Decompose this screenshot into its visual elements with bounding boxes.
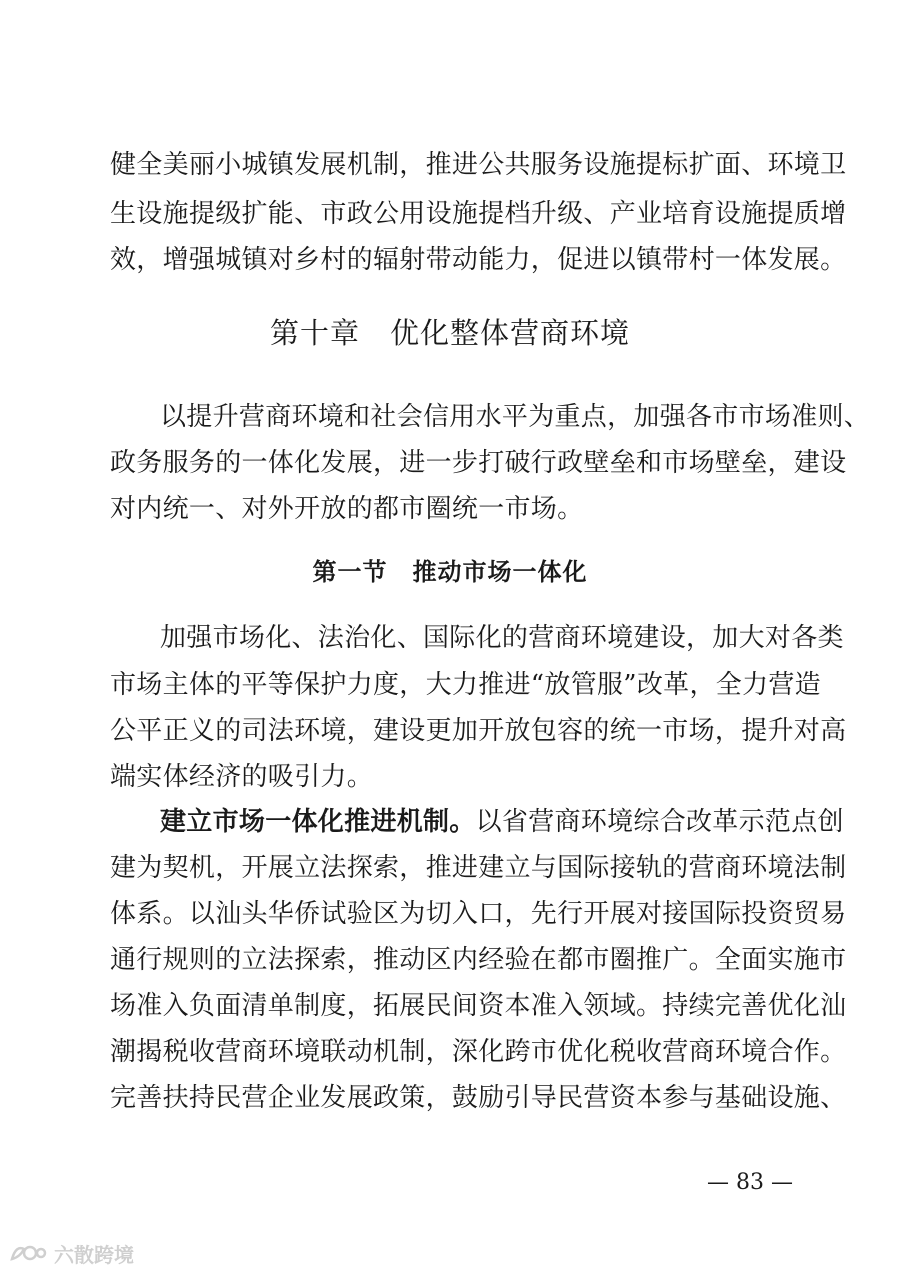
para1-line-1: 健全美丽小城镇发展机制，推进公共服务设施提标扩面、环境卫	[110, 150, 847, 180]
watermark	[8, 1238, 134, 1268]
para3-line-1: 加强市场化、法治化、国际化的营商环境建设，加大对各类	[160, 623, 844, 653]
para2-line-1: 以提升营商环境和社会信用水平为重点，加强各市市场准则、	[160, 402, 871, 432]
para3-line-4: 端实体经济的吸引力。	[110, 762, 374, 792]
para4-line-1-rest: 以省营商环境综合改革示范点创	[475, 807, 844, 837]
para4-line-5: 场准入负面清单制度，拓展民间资本准入领域。持续完善优化汕	[110, 991, 847, 1021]
para4-line-6: 潮揭税收营商环境联动机制，深化跨市优化税收营商环境合作。	[110, 1037, 847, 1067]
para4-bold-lead: 建立市场一体化推进机制。	[160, 807, 476, 837]
watermark-logo-icon	[8, 1241, 48, 1265]
chapter-title: 第十章 优化整体营商环境	[269, 316, 630, 350]
page-number: — 83 —	[707, 1170, 793, 1195]
para4-line-4: 通行规则的立法探索，推动区内经验在都市圈推广。全面实施市	[110, 945, 847, 975]
para2-line-3: 对内统一、对外开放的都市圈统一市场。	[110, 494, 584, 524]
para4-line-3: 体系。以汕头华侨试验区为切入口，先行开展对接国际投资贸易	[110, 899, 847, 929]
para1-line-2: 生设施提级扩能、市政公用设施提档升级、产业培育设施提质增	[110, 199, 847, 229]
para2-line-2: 政务服务的一体化发展，进一步打破行政壁垒和市场壁垒，建设	[110, 448, 847, 478]
watermark-text: 六散跨境	[54, 1242, 134, 1267]
para4-line-2: 建为契机，开展立法探索，推进建立与国际接轨的营商环境法制	[110, 853, 847, 883]
para4-line-1	[160, 807, 844, 837]
para1-line-3: 效，增强城镇对乡村的辐射带动能力，促进以镇带村一体发展。	[110, 245, 847, 275]
para3-line-2: 市场主体的平等保护力度，大力推进“放管服”改革，全力营造	[110, 670, 821, 700]
para3-line-3: 公平正义的司法环境，建设更加开放包容的统一市场，提升对高	[110, 716, 847, 746]
section-title: 第一节 推动市场一体化	[312, 558, 588, 586]
para4-line-7: 完善扶持民营企业发展政策，鼓励引导民营资本参与基础设施、	[110, 1083, 847, 1113]
